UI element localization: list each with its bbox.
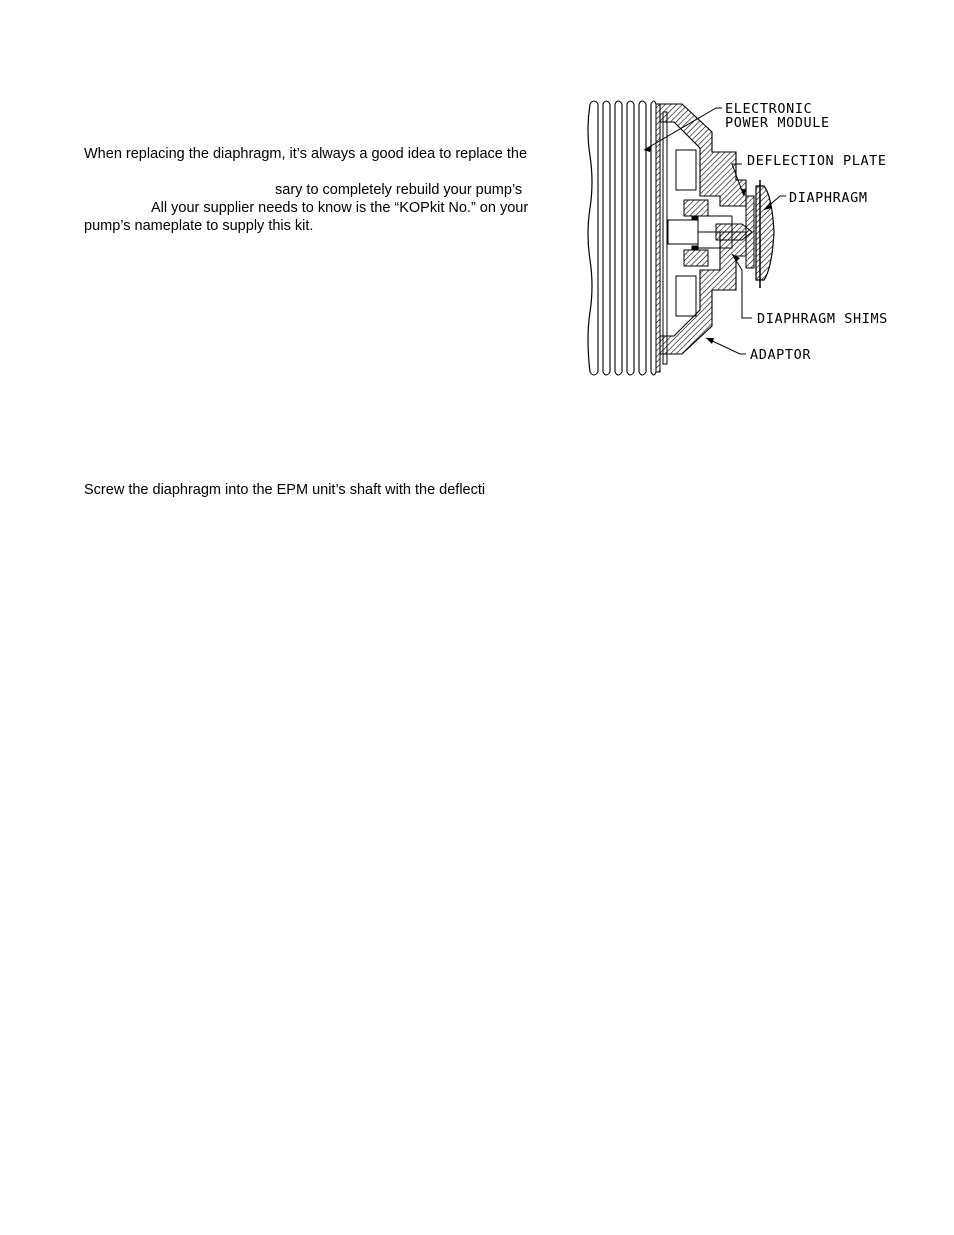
cooling-fins — [590, 101, 656, 375]
label-diaphragm: DIAPHRAGM — [789, 190, 868, 206]
label-deflection-plate: DEFLECTION PLATE — [747, 153, 887, 169]
label-electronic: ELECTRONIC — [725, 101, 813, 117]
deflection-plate — [746, 196, 754, 268]
label-diaphragm-shims: DIAPHRAGM SHIMS — [757, 311, 888, 327]
paragraph-line-3: All your supplier needs to know is the “KOPkit No.” on your — [151, 200, 529, 216]
paragraph-line-4: pump’s nameplate to supply this kit. — [84, 218, 314, 234]
paragraph-line-1: When replacing the diaphragm, it’s always a good idea to replace the — [84, 146, 528, 162]
label-power-module: POWER MODULE — [725, 115, 830, 131]
diaphragm — [756, 186, 774, 280]
paragraph-line-2: sary to completely rebuild your pump’s — [275, 182, 523, 198]
break-line — [588, 104, 592, 372]
paragraph-2: Screw the diaphragm into the EPM unit’s shaft with the deflecti — [84, 482, 486, 498]
label-adaptor: ADAPTOR — [750, 347, 812, 363]
pump-cross-section-diagram — [578, 96, 908, 381]
epm-flange — [656, 104, 660, 372]
